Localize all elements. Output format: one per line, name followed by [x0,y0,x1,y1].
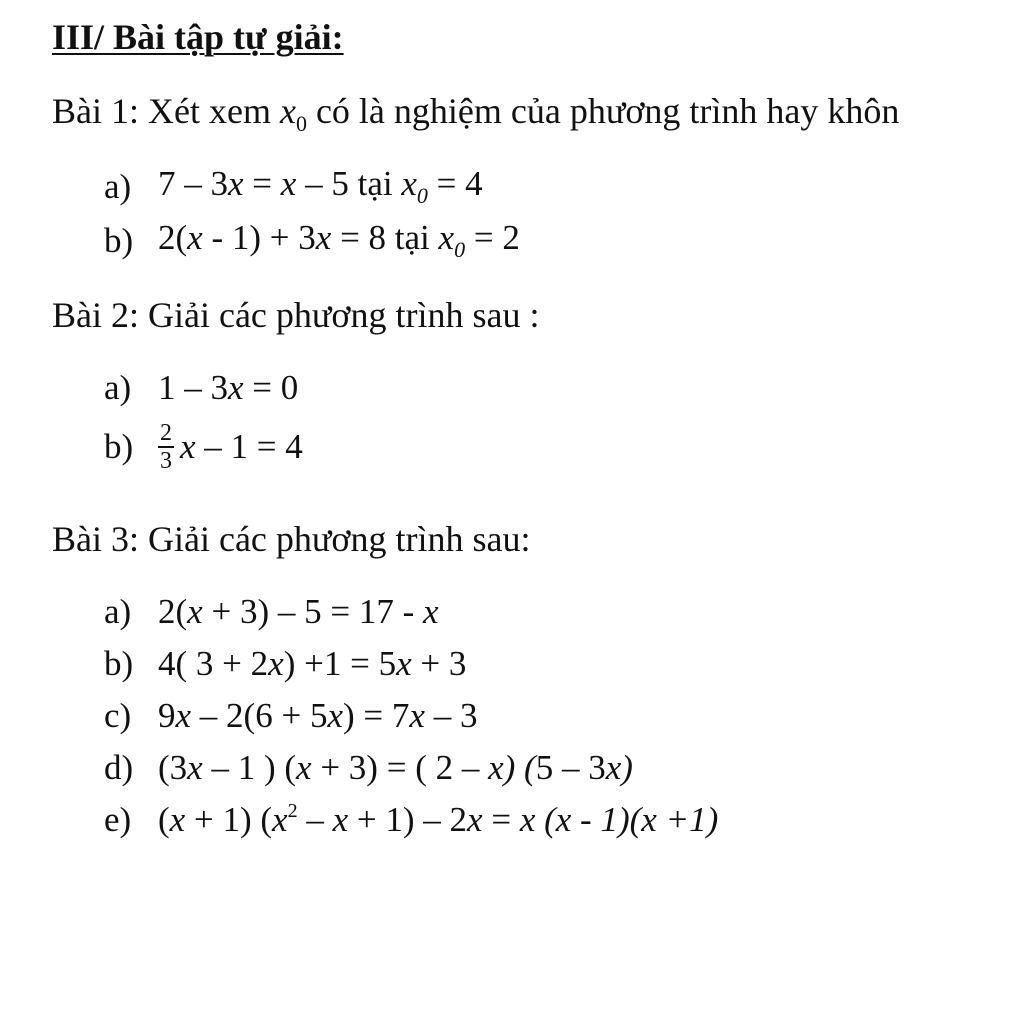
item-label: e) [104,800,132,839]
exercise-3-item-a [104,592,439,632]
equation: 2(x - 1) + 3x = 8 tại $x_0 = 2$ [158,218,520,262]
exercise-3-item-b [104,644,466,684]
exercise-3-title: Bài 3: Giải các phương trình sau: [52,519,531,559]
exercise-1-var: x [279,91,296,131]
exercise-1-title [52,90,899,137]
equation: 1 – 3x = 0 [158,368,299,407]
item-label: a) [104,592,132,631]
exercise-1-item-a [104,164,483,209]
item-label: d) [104,748,134,787]
exercise-3-item-e [104,800,718,840]
exercise-1-sub: 0 [295,111,307,136]
exercise-1-suffix: có là nghiệm của phương trình hay khôn [306,91,900,131]
exercise-1-prefix: Bài 1: Xét xem [52,91,280,131]
fraction-denominator: 3 [160,448,172,474]
equation: 7 – 3x = x – 5 tại $x_0 = 4$ [158,164,483,208]
equation: x – 1 = 4 [180,427,303,466]
exercise-2-title: Bài 2: Giải các phương trình sau : [52,295,540,335]
exercise-1-item-b [104,218,520,263]
equation: (3x – 1 ) (x + 3) = ( 2 – x) (5 – 3x) [158,748,633,787]
exercise-2-item-a [104,368,298,408]
item-label: b) [104,644,134,683]
equation: 9x – 2(6 + 5x) = 7x – 3 [158,696,478,735]
item-label: a) [104,166,132,206]
exercise-3-item-d [104,748,633,788]
exercise-3-item-c [104,696,477,736]
section-heading: III/ Bài tập tự giải: [52,17,344,57]
fraction [158,420,174,474]
item-label: c) [104,696,132,735]
equation: 4( 3 + 2x) +1 = 5x + 3 [158,644,467,683]
exercise-2-item-b [104,420,303,474]
fraction-numerator: 2 [160,420,172,446]
item-label: a) [104,368,132,407]
equation: 2(x + 3) – 5 = 17 - x [158,592,439,631]
equation: (x + 1) $(x^2 - x + 1) - 2x = x$ (x - 1)(x +1) [158,800,719,839]
item-label: b) [104,220,134,260]
item-label: b) [104,427,134,466]
